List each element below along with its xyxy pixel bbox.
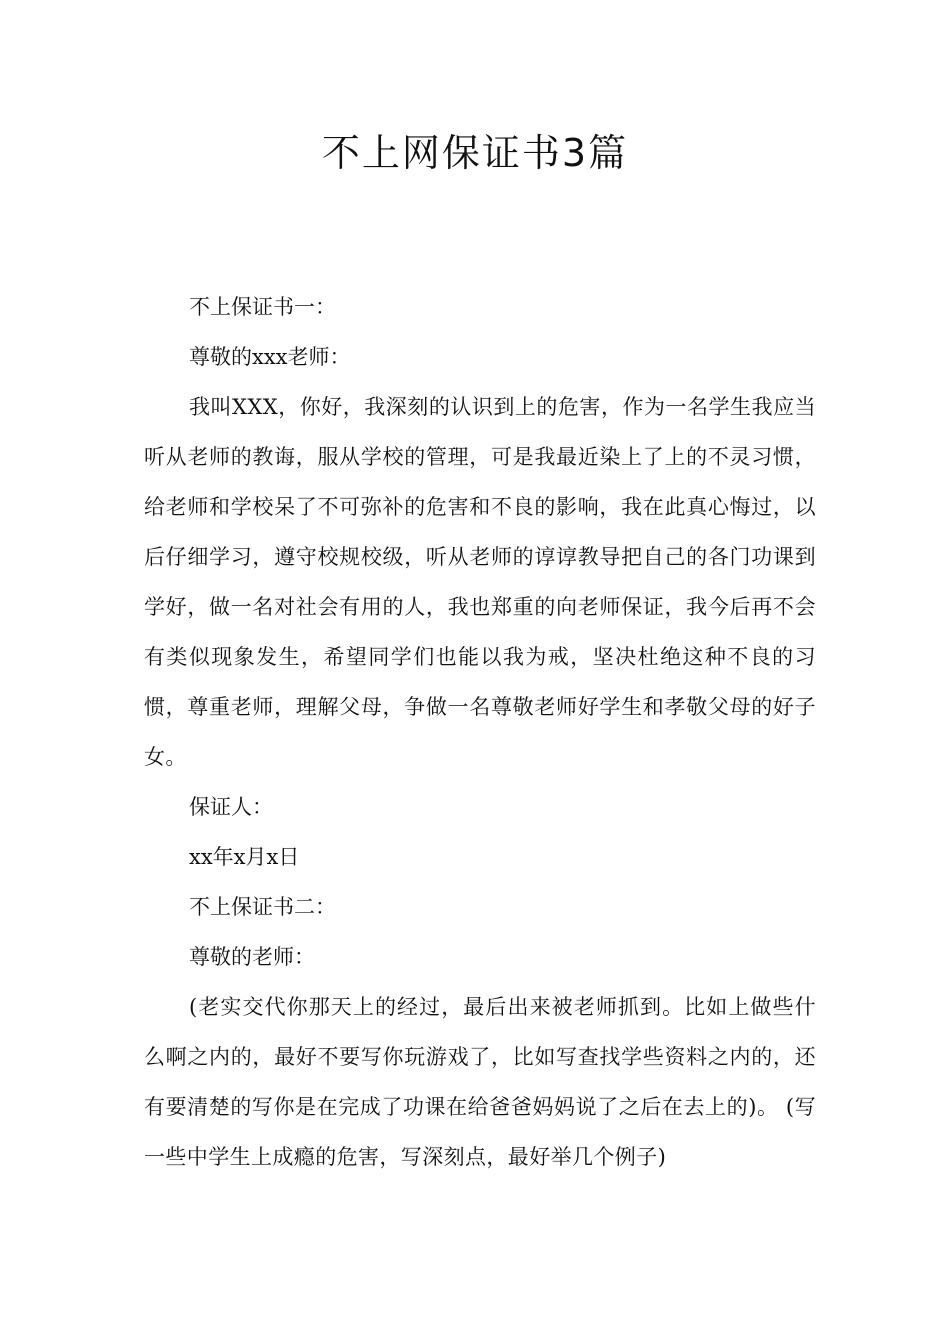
letter1-date: xx年x月x日 xyxy=(189,845,300,869)
letter2-salutation: 尊敬的老师： xyxy=(189,945,315,969)
letter2-heading: 不上保证书二： xyxy=(189,895,336,919)
document-body xyxy=(144,282,816,1182)
letter1-heading: 不上保证书一： xyxy=(189,295,336,319)
letter1-signature: 保证人： xyxy=(189,795,273,819)
letter2-body: (老实交代你那天上的经过，最后出来被老师抓到。比如上做些什么啊之内的，最好不要写你玩游戏了，比如写查找学些资料之内的，还有要清楚的写你是在完成了功课在给爸爸妈妈说了之后在去上的)。 (写一些中学生上成瘾的危害，写深刻点，最好举几个例子) xyxy=(144,995,816,1169)
letter1-salutation: 尊敬的xxx老师： xyxy=(189,345,351,369)
document-title: 不上网保证书3篇 xyxy=(321,131,629,175)
letter1-body: 我叫XXX，你好，我深刻的认识到上的危害，作为一名学生我应当听从老师的教诲，服从学校的管理，可是我最近染上了上的不灵习惯，给老师和学校呆了不可弥补的危害和不良的影响，我在此真心悔过，以后仔细学习，遵守校规校级，听从老师的谆谆教导把自己的各门功课到学好，做一名对社会有用的人，我也郑重的向老师保证，我今后再不会有类似现象发生，希望同学们也能以我为戒，坚决杜绝这种不良的习惯，尊重老师，理解父母，争做一名尊敬老师好学生和孝敬父母的好子女。 xyxy=(144,395,816,769)
